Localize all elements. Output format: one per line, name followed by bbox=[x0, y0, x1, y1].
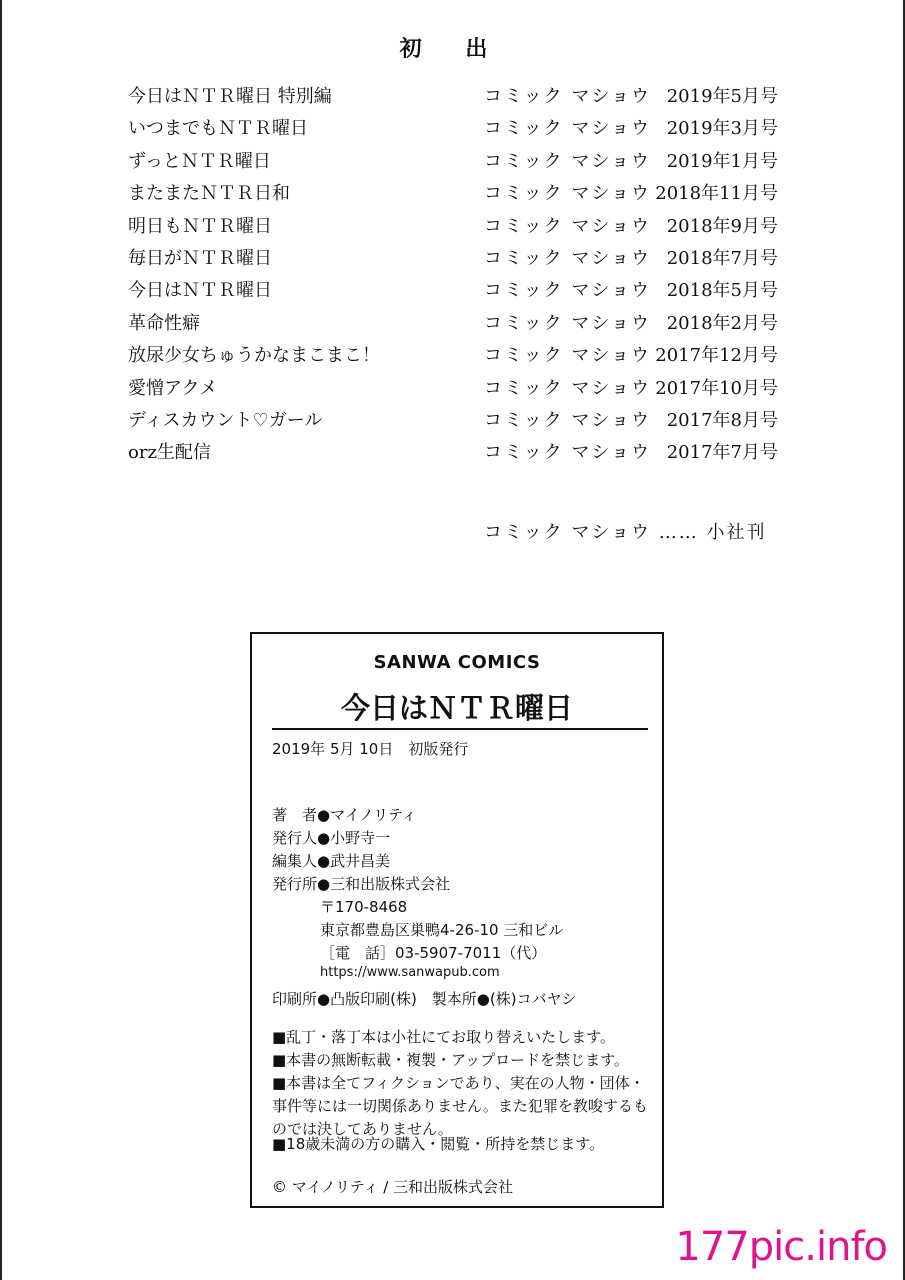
issue-date: 2017年8月号 bbox=[666, 409, 778, 431]
magazine-name: コミック マショウ bbox=[484, 312, 652, 334]
list-item bbox=[128, 213, 788, 245]
list-item bbox=[128, 245, 788, 277]
magazine-name: コミック マショウ bbox=[484, 247, 652, 269]
book-title: 今日はＮＴＲ曜日 bbox=[340, 691, 573, 725]
list-item bbox=[128, 310, 788, 342]
issue-date: 2017年10月号 bbox=[655, 377, 778, 399]
first-appearance-list bbox=[128, 83, 788, 472]
story-title: orz生配信 bbox=[128, 442, 211, 464]
notice-4: ■18歳未満の方の購入・閲覧・所持を禁じます。 bbox=[272, 1135, 605, 1153]
story-title: 毎日がＮＴＲ曜日 bbox=[128, 247, 272, 269]
story-title: またまたＮＴＲ日和 bbox=[128, 183, 290, 205]
issue-date: 2018年7月号 bbox=[666, 247, 778, 269]
list-item bbox=[128, 148, 788, 180]
issue-date: 2019年1月号 bbox=[666, 150, 778, 172]
colophon-box bbox=[250, 632, 664, 1208]
notice-2: ■本書の無断転載・複製・アップロードを禁じます。 bbox=[272, 1051, 629, 1069]
list-item bbox=[128, 439, 788, 471]
story-title: ずっとＮＴＲ曜日 bbox=[128, 150, 271, 172]
issue-date: 2019年3月号 bbox=[666, 118, 778, 140]
magazine-name: コミック マショウ bbox=[484, 150, 652, 172]
story-title: 愛憎アクメ bbox=[128, 377, 218, 399]
printer-line: 印刷所●凸版印刷(株) 製本所●(株)コバヤシ bbox=[272, 990, 577, 1008]
story-title: 今日はＮＴＲ曜日 特別編 bbox=[128, 86, 332, 107]
address-line: 東京都豊島区巣鴨4-26-10 三和ビル bbox=[320, 921, 564, 939]
magazine-name: コミック マショウ bbox=[484, 280, 652, 302]
postal-code: 〒170-8468 bbox=[320, 898, 408, 916]
publisher-note: コミック マショウ …… 小社刊 bbox=[484, 522, 767, 543]
story-title: 今日はＮＴＲ曜日 bbox=[128, 280, 272, 302]
site-watermark: 177pic.info bbox=[675, 1224, 887, 1270]
phone-line: ［電 話］03-5907-7011（代） bbox=[320, 944, 547, 962]
issue-date: 2018年11月号 bbox=[655, 183, 778, 205]
page-heading: 初 出 bbox=[399, 36, 506, 62]
list-item bbox=[128, 180, 788, 212]
website-url: https://www.sanwapub.com bbox=[320, 965, 500, 980]
story-title: 明日もＮＴＲ曜日 bbox=[128, 215, 272, 237]
story-title: 放尿少女ちゅうかなまこまこ！ bbox=[128, 345, 380, 367]
notice-1: ■乱丁・落丁本は小社にてお取り替えいたします。 bbox=[272, 1028, 615, 1046]
magazine-name: コミック マショウ bbox=[484, 409, 652, 431]
list-item bbox=[128, 407, 788, 439]
title-divider bbox=[272, 728, 648, 730]
issue-date: 2018年2月号 bbox=[666, 312, 778, 334]
story-title: 革命性癖 bbox=[128, 312, 200, 334]
issue-date: 2017年7月号 bbox=[666, 442, 778, 464]
list-item bbox=[128, 277, 788, 309]
magazine-name: コミック マショウ bbox=[484, 183, 652, 205]
magazine-name: コミック マショウ bbox=[484, 377, 652, 399]
list-item bbox=[128, 342, 788, 374]
magazine-name: コミック マショウ bbox=[484, 118, 652, 140]
edition-date: 2019年 5月 10日 初版発行 bbox=[272, 740, 469, 758]
issue-date: 2019年5月号 bbox=[666, 86, 778, 107]
issue-date: 2018年9月号 bbox=[666, 215, 778, 237]
magazine-name: コミック マショウ bbox=[484, 86, 652, 107]
issue-date: 2018年5月号 bbox=[666, 280, 778, 302]
list-item bbox=[128, 83, 788, 115]
issuer-line: 発行人●小野寺一 bbox=[272, 829, 391, 847]
notice-3: ■本書は全てフィクションであり、実在の人物・団体・事件等には一切関係ありません。また犯罪を教唆するものでは決してありません。 bbox=[272, 1074, 648, 1138]
story-title: いつまでもＮＴＲ曜日 bbox=[128, 118, 308, 140]
issue-date: 2017年12月号 bbox=[655, 345, 778, 367]
magazine-name: コミック マショウ bbox=[484, 345, 652, 367]
page-border-left bbox=[0, 0, 2, 1280]
magazine-name: コミック マショウ bbox=[484, 215, 652, 237]
list-item bbox=[128, 115, 788, 147]
editor-line: 編集人●武井昌美 bbox=[272, 852, 391, 870]
publisher-line: 発行所●三和出版株式会社 bbox=[272, 875, 451, 893]
copyright-line: © マイノリティ / 三和出版株式会社 bbox=[272, 1178, 514, 1196]
magazine-name: コミック マショウ bbox=[484, 442, 652, 464]
series-name: SANWA COMICS bbox=[373, 652, 541, 673]
list-item bbox=[128, 375, 788, 407]
author-line: 著 者●マイノリティ bbox=[272, 806, 417, 824]
story-title: ディスカウント♡ガール bbox=[128, 409, 323, 431]
